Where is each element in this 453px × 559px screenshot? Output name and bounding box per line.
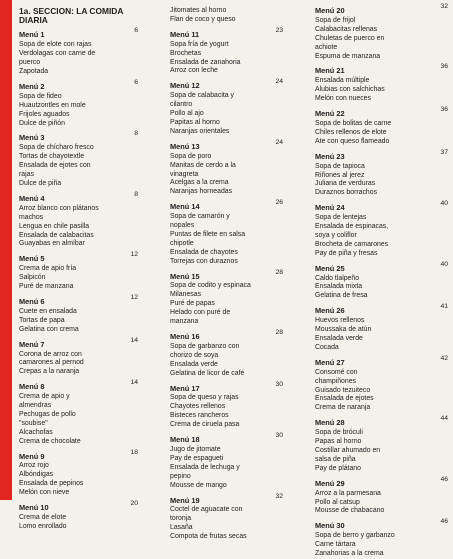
menu-title: Menú 18 — [170, 435, 200, 445]
menu-title: Menú 16 — [170, 332, 200, 341]
dish-item: Ensalada de lechuga y — [170, 463, 240, 471]
menu-header — [315, 106, 448, 120]
menu-title: Menú 27 — [315, 357, 345, 367]
dish-item: Compota de frutas secas — [170, 533, 247, 541]
menu-header — [315, 63, 448, 77]
dish-item: Brochetas — [170, 49, 202, 57]
menu-header — [170, 380, 283, 395]
page-number: 23 — [275, 26, 283, 34]
menu-title: Menú 28 — [315, 418, 345, 428]
page-number: 26 — [275, 199, 283, 207]
dish-item: Coctel de aguacate con — [170, 506, 243, 514]
dish-item: Tortas de papa — [19, 316, 65, 324]
dish-item: Arroz con leche — [170, 67, 218, 75]
page-number: 40 — [440, 200, 448, 208]
dish-item: Lengua en chile pasilla — [19, 222, 90, 230]
menu-title: Menú 5 — [19, 254, 45, 264]
dish-item: Papas al horno — [315, 438, 362, 446]
dish-item: Melón con nueces — [315, 95, 371, 103]
dish-item: achiote — [315, 43, 338, 51]
menu-header — [315, 148, 448, 163]
dish-item: Sopa de queso y rajas — [170, 394, 239, 402]
menu-title: Menú 10 — [19, 503, 49, 513]
page-number: 36 — [440, 63, 448, 71]
menu-header — [170, 138, 283, 153]
menu-header — [170, 199, 283, 213]
dish-item: Brocheta de camarones — [315, 240, 389, 248]
dish-item: machos — [19, 213, 44, 221]
index-column-1 — [19, 6, 138, 530]
dish-item: Ensalada verde — [315, 335, 363, 342]
dish-item: Pay de espagueti — [170, 454, 224, 462]
page-number: 36 — [440, 106, 448, 114]
dish-item: Ensalada de ejotes — [315, 395, 374, 403]
red-side-bar — [0, 0, 12, 500]
page-number: 32 — [275, 492, 283, 500]
dish-item: Puré de papas — [170, 300, 215, 308]
menu-header — [170, 432, 283, 446]
menu-block — [170, 138, 283, 197]
dish-item: Caldo tlalpeño — [315, 274, 360, 282]
menu-title: Menú 20 — [315, 6, 345, 15]
dish-item: Guayabas en almíbar — [19, 240, 85, 248]
menu-header — [19, 190, 138, 205]
dish-item: Lomo enrollado — [19, 522, 67, 530]
dish-item: Frijoles aguados — [19, 110, 70, 118]
menu-header — [170, 26, 283, 41]
menu-block — [170, 199, 283, 266]
dish-item: Bisteces rancheros — [170, 412, 229, 420]
page-number: 8 — [134, 130, 138, 138]
dish-item: Sopa de tapioca — [315, 162, 365, 170]
menu-header — [19, 78, 138, 93]
menu-block — [315, 148, 448, 199]
dish-item: Arroz a la parmesana — [315, 489, 381, 497]
dish-item: Arroz blanco con plátanos — [19, 204, 99, 212]
dish-item: Sopa de elote con rajas — [19, 41, 92, 49]
dish-item: Ensalada de pepinos — [19, 480, 84, 488]
dish-item: Zapotada — [19, 68, 49, 76]
dish-item: Acelgas a la crema — [170, 179, 229, 187]
menu-header — [19, 336, 138, 351]
dish-item: Pay de plátano — [315, 464, 361, 472]
dish-item: puerco — [19, 59, 41, 67]
menu-title: Menú 26 — [315, 306, 345, 316]
dish-item: Crema de ciruela pasa — [170, 421, 240, 429]
dish-item: Zanahorias a la crema — [315, 550, 384, 558]
section-heading: 1a. SECCION: LA COMIDA DIARIA — [19, 6, 124, 26]
dish-item: pepino — [170, 472, 191, 480]
page-number: 8 — [134, 190, 138, 198]
menu-block — [19, 293, 138, 335]
dish-item: chipotle — [170, 239, 194, 247]
dish-item: Pollo al ajo — [170, 110, 204, 118]
page-number: 6 — [134, 27, 138, 35]
menu-header — [315, 3, 448, 17]
menu-title: Menú 29 — [315, 478, 345, 488]
menu-title: Menú 3 — [19, 133, 45, 143]
menu-header — [315, 200, 448, 214]
dish-item: Sopa de lentejas — [315, 214, 367, 222]
menu-block — [315, 260, 448, 302]
menu-title: Menú 15 — [170, 271, 200, 281]
dish-item: Helado con puré de — [170, 309, 231, 317]
menu-header — [19, 27, 138, 41]
menu-header — [170, 78, 283, 92]
dish-item: Consomé con — [315, 368, 358, 376]
page-number: 37 — [440, 148, 448, 156]
dish-item: Arroz rojo — [19, 462, 49, 470]
dish-item: Ensalada de ejotes con — [19, 162, 91, 170]
dish-item: salsa de piña — [315, 455, 356, 463]
page-number: 28 — [275, 268, 283, 276]
dish-item: Alubias con salchichas — [315, 86, 385, 94]
page-number: 40 — [440, 260, 448, 268]
dish-item: Ensalada de chayotes — [170, 248, 238, 256]
dish-item: Espuma de manzana — [315, 52, 381, 60]
dish-item: Pay de piña y fresas — [315, 249, 378, 257]
index-column-3 — [315, 3, 448, 558]
continued-items — [170, 7, 283, 25]
dish-item: toronja — [170, 515, 192, 523]
dish-item: Crema de naranja — [315, 404, 371, 412]
dish-item: Mousse de mango — [170, 481, 227, 489]
dish-item: Alcachofas — [19, 428, 53, 436]
menu-header — [315, 415, 448, 429]
menu-block — [170, 78, 283, 136]
menu-block — [19, 500, 138, 532]
dish-item: Ensalada mixta — [315, 283, 363, 291]
menu-block — [170, 329, 283, 379]
menu-header — [170, 329, 283, 343]
menu-title: Menú 21 — [315, 66, 345, 76]
menu-block — [19, 251, 138, 292]
dish-item: nopales — [170, 222, 195, 230]
dish-item: Pechugas de pollo — [19, 410, 76, 418]
dish-item: Chiles rellenos de elote — [315, 128, 387, 136]
menu-block — [315, 106, 448, 147]
menu-block — [170, 432, 283, 490]
dish-item: Sopa de poro — [170, 152, 212, 160]
menu-list-1 — [19, 27, 138, 531]
menu-header — [170, 268, 283, 283]
menu-title: Menú 6 — [19, 296, 45, 306]
page-number: 30 — [275, 432, 283, 440]
index-column-2 — [170, 7, 283, 541]
menu-title: Menú 12 — [170, 81, 200, 91]
dish-item: Salpicón — [19, 274, 46, 282]
dish-item: Juliana de verduras — [315, 180, 376, 188]
dish-item: Albóndigas — [19, 471, 54, 479]
menu-title: Menú 25 — [315, 263, 345, 273]
page-number: 24 — [275, 78, 283, 86]
dish-item: Ate con queso flameado — [315, 137, 390, 145]
menu-title: Menú 4 — [19, 193, 45, 203]
menu-header — [170, 492, 283, 507]
menu-block — [170, 26, 283, 77]
page-number: 20 — [130, 500, 138, 508]
dish-item: Torrejas con duraznos — [170, 257, 238, 265]
menu-block — [315, 354, 448, 413]
dish-item: Sopa fría de yogurt — [170, 40, 229, 48]
dish-item: Costillar ahumado en — [315, 446, 381, 454]
dish-item: Jugo de jitomate — [170, 445, 221, 453]
dish-item: camarones al pernod — [19, 359, 84, 367]
dish-item: Ensalada de calabacitas — [19, 231, 94, 239]
dish-item: Sopa de codito y espinaca — [170, 282, 251, 290]
dish-item: Crema de apio y — [19, 393, 70, 401]
page-number: 18 — [130, 448, 138, 456]
menu-header — [315, 260, 448, 275]
dish-item: Riñones al jerez — [315, 171, 365, 179]
menu-block — [19, 336, 138, 378]
dish-item: Naranjas orientales — [170, 127, 230, 135]
dish-item: Sopa de garbanzo con — [170, 342, 240, 350]
dish-item: Sopa de berro y garbanzo — [315, 532, 395, 540]
menu-block — [170, 380, 283, 431]
menu-header — [315, 303, 448, 317]
dish-item: Ensalada múltiple — [315, 77, 370, 85]
menu-header — [19, 130, 138, 144]
page-number: 28 — [275, 329, 283, 336]
dish-item: Huautzontles en mole — [19, 101, 86, 109]
dish-item: Cuete en ensalada — [19, 307, 77, 315]
menu-title: Menú 22 — [315, 109, 345, 119]
dish-item: Cocada — [315, 343, 339, 351]
menu-header — [315, 518, 448, 532]
menu-title: Menú 13 — [170, 141, 200, 151]
dish-item: manzana — [170, 318, 199, 326]
dish-item: Melón con nieve — [19, 489, 70, 497]
dish-item: Chuletas de puerco en — [315, 34, 385, 42]
page-number: 42 — [440, 354, 448, 362]
menu-block — [315, 518, 448, 559]
dish-item: Ensalada de espinacas, — [315, 223, 389, 231]
page-number: 44 — [440, 415, 448, 423]
dish-item: Papitas al horno — [170, 118, 220, 126]
dish-item: Gelatina con crema — [19, 325, 79, 333]
dish-item: Jitomates al horno — [170, 7, 227, 14]
page-number: 14 — [130, 336, 138, 344]
dish-item: Ensalada verde — [170, 360, 218, 368]
dish-item: Carne tártara — [315, 541, 356, 549]
dish-item: Sopa de chícharo fresco — [19, 144, 94, 152]
menu-title: Menú 9 — [19, 451, 45, 461]
page-number: 12 — [130, 251, 138, 259]
dish-item: Sopa de frijol — [315, 16, 356, 24]
menu-block — [315, 63, 448, 104]
menu-title: Menú 7 — [19, 339, 45, 349]
menu-block — [19, 27, 138, 77]
dish-item: Sopa de calabacita y — [170, 92, 234, 100]
dish-item: vinagreta — [170, 170, 199, 178]
page-number: 14 — [130, 379, 138, 387]
menu-title: Menú 19 — [170, 495, 200, 505]
dish-item: champiñones — [315, 377, 356, 385]
dish-item: Verdolagas con carne de — [19, 50, 96, 58]
dish-item: Mousse de chabacano — [315, 507, 385, 515]
page-number: 46 — [440, 518, 448, 526]
dish-item: Gelatina de licor de café — [170, 369, 245, 377]
menu-block — [315, 200, 448, 258]
menu-block — [315, 3, 448, 61]
dish-item: Sopa de fideo — [19, 92, 62, 100]
menu-block — [19, 448, 138, 499]
menu-block — [170, 492, 283, 543]
page-number: 24 — [275, 138, 283, 146]
dish-item: Sopa de bolitas de carne — [315, 119, 392, 127]
dish-item: Sopa de bróculi — [315, 429, 363, 437]
page-number: 32 — [440, 3, 448, 10]
dish-item: almendras — [19, 402, 52, 410]
menu-block — [19, 379, 138, 446]
dish-item: Dulce de piña — [19, 180, 62, 187]
dish-item: Chayotes rellenos — [170, 403, 226, 411]
menu-block — [19, 130, 138, 188]
dish-item: Sopa de camarón y — [170, 213, 230, 221]
dish-item: Huevos rellenos — [315, 317, 365, 325]
dish-item: soya y coliflor — [315, 231, 357, 239]
dish-item: cilantro — [170, 101, 193, 109]
dish-item: Gelatina de fresa — [315, 292, 368, 300]
dish-item: Lasaña — [170, 524, 193, 532]
menu-block — [170, 268, 283, 327]
dish-item: "soubise" — [19, 419, 48, 427]
menu-title: Menú 14 — [170, 202, 200, 212]
menu-block — [315, 415, 448, 473]
menu-header — [19, 251, 138, 265]
dish-item: Corona de arroz con — [19, 350, 82, 358]
dish-item: Crepas a la naranja — [19, 368, 80, 376]
dish-item: Ensalada de zanahoria — [170, 58, 241, 66]
page-number: 41 — [440, 303, 448, 311]
dish-item: Calabacitas rellenas — [315, 25, 378, 33]
menu-block — [19, 78, 138, 129]
menu-header — [19, 293, 138, 308]
dish-item: Puré de manzana — [19, 283, 74, 291]
menu-header — [19, 379, 138, 393]
menu-header — [315, 475, 448, 490]
dish-item: Tortas de chayotextle — [19, 153, 85, 161]
dish-item: Crema de elote — [19, 514, 67, 521]
dish-item: Crema de chocolate — [19, 437, 81, 445]
dish-item: chorizo de soya — [170, 351, 219, 359]
menu-title: Menú 11 — [170, 29, 200, 39]
menu-list-2 — [170, 26, 283, 542]
menu-title: Menú 1 — [19, 30, 45, 40]
menu-block — [315, 475, 448, 517]
menu-title: Menú 23 — [315, 151, 345, 161]
menu-block — [19, 190, 138, 249]
dish-item: Pollo al catsup — [315, 498, 360, 506]
dish-item: Duraznos borrachos — [315, 189, 378, 197]
menu-header — [315, 354, 448, 369]
dish-item: Naranjas horneadas — [170, 188, 233, 196]
page-number: 6 — [134, 78, 138, 86]
menu-header — [19, 500, 138, 514]
page-number: 12 — [130, 293, 138, 301]
menu-title: Menú 8 — [19, 382, 45, 392]
menu-block — [315, 303, 448, 353]
page-number: 30 — [275, 380, 283, 388]
dish-item: Flan de coco y queso — [170, 15, 236, 23]
dish-item: Crema de apio fría — [19, 265, 77, 273]
menu-title: Menú 17 — [170, 383, 200, 393]
dish-item: Puntas de filete en salsa — [170, 230, 246, 238]
menu-list-3 — [315, 3, 448, 559]
menu-title: Menú 24 — [315, 203, 345, 213]
page-number: 46 — [440, 475, 448, 483]
dish-item: Moussaka de atún — [315, 326, 372, 334]
dish-item: rajas — [19, 171, 34, 179]
dish-item: Dulce de piñón — [19, 119, 65, 127]
menu-title: Menú 2 — [19, 81, 45, 91]
dish-item: Milanesas — [170, 291, 202, 299]
menu-title: Menú 30 — [315, 521, 345, 531]
menu-header — [19, 448, 138, 463]
dish-item: Manitas de cerdo a la — [170, 161, 236, 169]
dish-item: Guisado tezuiteco — [315, 386, 371, 394]
